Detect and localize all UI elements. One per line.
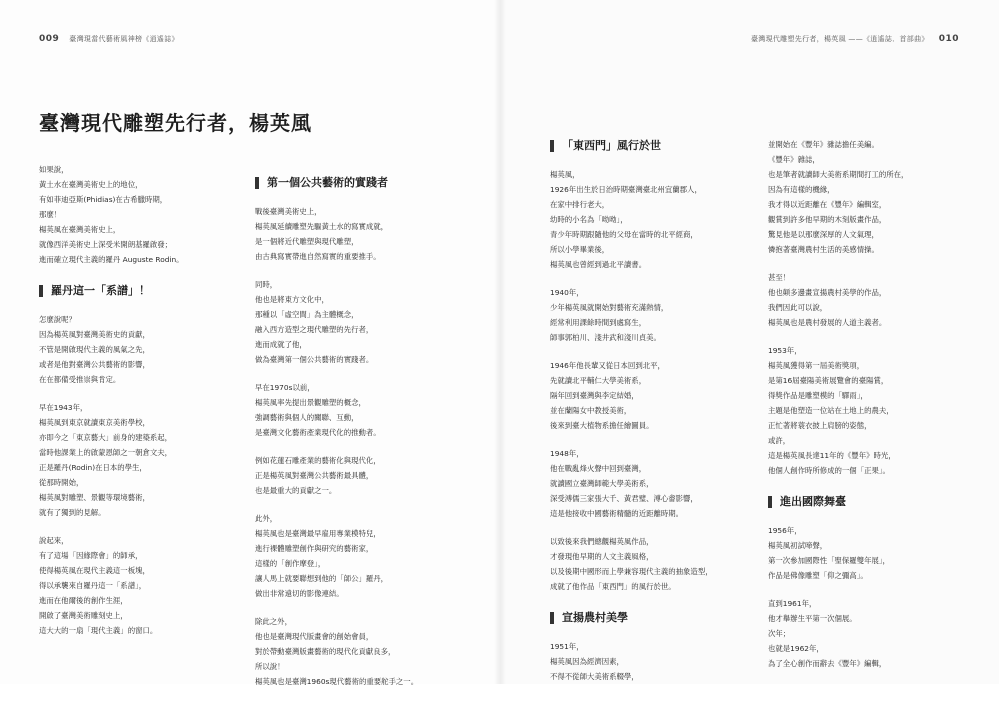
paragraph xyxy=(550,534,740,594)
paragraph xyxy=(39,312,219,387)
left-running-title: 臺灣現當代藝術風神榜《逍遙誌》 xyxy=(69,35,179,43)
text-line: 幼時的小名為「呦呦」， xyxy=(550,215,628,224)
text-line: 經常利用課餘時間到處寫生， xyxy=(550,318,647,327)
text-line: 楊英風也曾經到過北平讀書。 xyxy=(550,260,647,269)
paragraph xyxy=(768,343,958,478)
text-line: 融入西方造型之現代雕塑的先行者， xyxy=(255,325,374,334)
text-line: 憐抱著臺灣農村生活的美感情操。 xyxy=(768,245,879,254)
text-line: 隔年回到臺灣與李定結婚， xyxy=(550,391,639,400)
text-line: 1948年， xyxy=(550,449,584,458)
text-line: 楊英風因為經濟因素， xyxy=(550,657,624,666)
text-line: 這樣的「創作摩登」， xyxy=(255,559,326,568)
text-line: 成就了他作品「東西門」的風行於世。 xyxy=(550,582,676,591)
text-line: 做出非常遠切的影像連結。 xyxy=(255,589,344,598)
text-line: 開啟了臺灣美術雕刻史上， xyxy=(39,611,128,620)
article-title: 臺灣現代雕塑先行者，楊英風 xyxy=(39,111,312,135)
paragraph xyxy=(255,453,455,498)
text-line: 楊英風也是臺灣最早雇用專業模特兒， xyxy=(255,529,381,538)
text-line: 也是最重大的貢獻之一。 xyxy=(255,486,337,495)
paragraph xyxy=(255,511,455,601)
text-line: 不得不從師大美術系輟學， xyxy=(550,672,639,681)
heading-bar xyxy=(255,177,259,189)
text-line: 先就讀北平輔仁大學美術系， xyxy=(550,376,647,385)
text-line: 深受溥儒三家張大千、黃君璧、溥心畬影響， xyxy=(550,494,698,503)
text-line: 就讀國立臺灣師範大學美術系， xyxy=(550,479,654,488)
section-heading xyxy=(255,175,455,190)
text-line: 例如花蓮石雕產業的藝術化與現代化， xyxy=(255,456,381,465)
text-line: 才發現他早期的人文主義風格， xyxy=(550,552,654,561)
text-line: 讓人馬上就要聯想到他的「師公」羅丹， xyxy=(255,574,389,583)
text-line: 1951年， xyxy=(550,642,584,651)
paragraph xyxy=(255,380,455,440)
text-line: 正是羅丹(Rodin)在日本的學生， xyxy=(39,463,147,472)
text-line: 是一個將近代雕塑與現代雕塑， xyxy=(255,237,359,246)
text-line: 或者是他對臺灣公共藝術的影響， xyxy=(39,360,150,369)
text-line: 在家中排行老大， xyxy=(550,200,610,209)
section-heading xyxy=(550,610,740,625)
text-line: 少年楊英風就開始對藝術充滿熱情， xyxy=(550,303,669,312)
text-line: 此外， xyxy=(255,514,278,523)
text-line: 1956年， xyxy=(768,526,802,535)
text-line: 次年； xyxy=(768,629,791,638)
text-line: 以致後來我們總觀楊英風作品， xyxy=(550,537,654,546)
text-line: 主題是他塑造一位站在土地上的農夫， xyxy=(768,406,894,415)
text-line: 正是楊英風對臺灣公共藝術最具體， xyxy=(255,471,374,480)
text-line: 這大大的一扇「現代主義」的窗口。 xyxy=(39,626,158,635)
text-line: 由古典寫實帶進自然寫實的重要推手。 xyxy=(255,252,381,261)
text-line: 我才得以近距離在《豐年》編輯室， xyxy=(768,200,887,209)
text-line: 強調藝術與個人的關聯、互動， xyxy=(255,413,359,422)
text-line: 這是他接收中國藝術精髓的近距離時期。 xyxy=(550,509,684,518)
left-running-header xyxy=(39,34,179,44)
text-line: 楊英風率先提出景觀雕塑的概念， xyxy=(255,398,366,407)
text-line: 當時他課業上的啟蒙恩師之一朝倉文夫， xyxy=(39,448,173,457)
text-line: 楊英風， xyxy=(550,170,580,179)
paragraph xyxy=(39,400,219,520)
text-line: 對於帶動臺灣版畫藝術的現代化貢獻良多， xyxy=(255,647,396,656)
text-line: 因為有這樣的機緣， xyxy=(768,185,835,194)
text-line: 從那時開始， xyxy=(39,478,84,487)
section-heading-text: 進出國際舞臺 xyxy=(780,495,846,508)
text-line: 青少年時期跟隨他的父母在當時的北平經商， xyxy=(550,230,698,239)
text-line: 並開始在《豐年》雜誌擔任美編。 xyxy=(768,140,879,149)
text-line: 有了這場「因緣際會」的師承， xyxy=(39,551,143,560)
text-line: 楊英風也是臺灣1960s現代藝術的重要舵手之一。 xyxy=(255,677,419,686)
text-line: 他也是將東方文化中， xyxy=(255,295,329,304)
text-line: 是第16屆臺陽美術展覽會的臺陽賞， xyxy=(768,376,889,385)
text-line: 正忙著將蓑衣披上肩膀的姿態， xyxy=(768,421,872,430)
paragraph xyxy=(768,270,958,330)
text-line: 如果說， xyxy=(39,165,69,174)
text-line: 楊英風在臺灣美術史上， xyxy=(39,225,121,234)
text-line: 1953年， xyxy=(768,346,802,355)
text-line: 他也顛多邊畫宣揚農村美學的作品， xyxy=(768,288,887,297)
heading-bar xyxy=(39,285,43,297)
text-line: 這是楊英風長達11年的《豐年》時光， xyxy=(768,451,896,460)
text-line: 後來到臺大植物系擔任繪圖員。 xyxy=(550,421,654,430)
text-line: 1946年他長輩又從日本回到北平， xyxy=(550,361,665,370)
text-line: 我們因此可以說， xyxy=(768,303,828,312)
text-line: 楊英風對雕塑、景觀等環境藝術， xyxy=(39,493,150,502)
text-line: 得獎作品是雕塑模的「驛雨」， xyxy=(768,391,868,400)
text-line: 進而成就了他， xyxy=(255,340,307,349)
section-heading-text: 羅丹這一「系譜」！ xyxy=(51,284,150,297)
text-line: 那種以「虛空間」為主體概念， xyxy=(255,310,359,319)
text-line: 楊英風延續雕塑先驅黃土水的寫實成就， xyxy=(255,222,389,231)
paragraph xyxy=(550,358,740,433)
paragraph xyxy=(550,285,740,345)
text-line: 甚至！ xyxy=(768,273,791,282)
text-line: 是臺灣文化藝術產業現代化的推動者。 xyxy=(255,428,381,437)
text-line: 作品是佛像雕塑「仰之彌高」。 xyxy=(768,571,868,580)
text-line: 所以說！ xyxy=(255,662,285,671)
paragraph xyxy=(550,446,740,521)
text-line: 為了全心創作而辭去《豐年》編輯， xyxy=(768,659,887,668)
paragraph xyxy=(768,137,958,257)
text-line: 就像西洋美術史上深受米開朗基羅啟發； xyxy=(39,240,173,249)
text-line: 第一次參加國際性「聖保羅雙年展」， xyxy=(768,556,890,565)
section-heading xyxy=(550,138,740,153)
text-line: 除此之外， xyxy=(255,617,292,626)
paragraph xyxy=(39,162,219,267)
paragraph xyxy=(255,277,455,367)
text-line: 觀賞到許多他早期的木刻版畫作品， xyxy=(768,215,887,224)
text-line: 他在戰亂烽火聲中回到臺灣， xyxy=(550,464,647,473)
paragraph xyxy=(768,596,958,671)
right-running-header xyxy=(751,34,959,44)
text-line: 他才舉辦生平第一次個展。 xyxy=(768,614,857,623)
text-line: 進而確立現代主義的羅丹 Auguste Rodin。 xyxy=(39,255,184,264)
text-line: 楊英風獲得第一屆美術獎項， xyxy=(768,361,865,370)
section-heading-text: 第一個公共藝術的實踐者 xyxy=(267,176,388,189)
paragraph xyxy=(768,523,958,583)
text-column-1 xyxy=(39,162,219,651)
text-line: 早在1943年， xyxy=(39,403,88,412)
text-line: 做為臺灣第一個公共藝術的實踐者。 xyxy=(255,355,374,364)
right-running-title: 臺灣現代雕塑先行者，楊英風 ——《逍遙誌．首部曲》 xyxy=(750,35,929,43)
text-line: 他也是臺灣現代版畫會的創始會員， xyxy=(255,632,374,641)
text-column-3 xyxy=(550,138,740,697)
text-line: 在在都備受推崇與肯定。 xyxy=(39,375,121,384)
text-line: 1926年出生於日治時期臺灣臺北州宜蘭郡人， xyxy=(550,185,702,194)
paragraph xyxy=(550,639,740,684)
text-line: 《豐年》雜誌， xyxy=(768,155,820,164)
right-page-number: 010 xyxy=(938,34,959,44)
heading-bar xyxy=(550,612,554,624)
text-column-4 xyxy=(768,137,958,684)
text-line: 因為楊英風對臺灣美術史的貢獻， xyxy=(39,330,150,339)
text-line: 進而在他爾後的創作生涯， xyxy=(39,596,128,605)
text-line: 楊英風到東京就讀東京美術學校， xyxy=(39,418,150,427)
text-line: 戰後臺灣美術史上， xyxy=(255,207,322,216)
text-line: 有如菲迪亞斯(Phidias)在古希臘時期， xyxy=(39,195,168,204)
text-line: 楊英風初試啼聲， xyxy=(768,541,828,550)
text-line: 直到1961年， xyxy=(768,599,817,608)
text-line: 得以承襲來自羅丹這一「系譜」， xyxy=(39,581,147,590)
text-line: 那麼！ xyxy=(39,210,62,219)
text-line: 驚見他是以那麼深厚的人文氣理， xyxy=(768,230,879,239)
text-line: 1940年， xyxy=(550,288,584,297)
book-gutter xyxy=(494,0,506,684)
text-line: 亦即今之「東京藝大」前身的建築系起， xyxy=(39,433,173,442)
text-line: 並在蘭陽女中教授美術， xyxy=(550,406,632,415)
text-line: 也就是1962年， xyxy=(768,644,824,653)
section-heading-text: 「東西門」風行於世 xyxy=(562,139,661,152)
text-column-2 xyxy=(255,175,455,702)
text-line: 進行裸體雕塑創作與研究的藝術家， xyxy=(255,544,374,553)
left-page-number: 009 xyxy=(39,34,60,44)
text-line: 所以小學畢業後， xyxy=(550,245,610,254)
text-line: 就有了獨到的見解。 xyxy=(39,508,106,517)
text-line: 說起來， xyxy=(39,536,69,545)
text-line: 不管是開啟現代主義的風氣之先， xyxy=(39,345,150,354)
text-line: 同時， xyxy=(255,280,278,289)
text-line: 怎麼說呢？ xyxy=(39,315,76,324)
text-line: 黃土水在臺灣美術史上的地位， xyxy=(39,180,143,189)
text-line: 早在1970s以前， xyxy=(255,383,315,392)
section-heading xyxy=(39,283,219,298)
text-line: 師事郭柏川、淺井武和淺川貞美。 xyxy=(550,333,661,342)
section-heading-text: 宣揚農村美學 xyxy=(562,611,628,624)
text-line: 楊英風也是農村發展的人道主義者。 xyxy=(768,318,887,327)
paragraph xyxy=(255,204,455,264)
text-line: 以及後期中國形而上學兼容現代主義的抽象造型， xyxy=(550,567,713,576)
text-line: 或許， xyxy=(768,436,791,445)
paragraph xyxy=(255,614,455,689)
paragraph xyxy=(550,167,740,272)
text-line: 也是筆者就讀師大美術系期間打工的所在， xyxy=(768,170,909,179)
text-line: 使得楊英風在現代主義這一板塊， xyxy=(39,566,150,575)
section-heading xyxy=(768,494,958,509)
heading-bar xyxy=(550,140,554,152)
paragraph xyxy=(39,533,219,638)
text-line: 他個人創作時所修成的一個「正果」。 xyxy=(768,466,890,475)
heading-bar xyxy=(768,496,772,508)
